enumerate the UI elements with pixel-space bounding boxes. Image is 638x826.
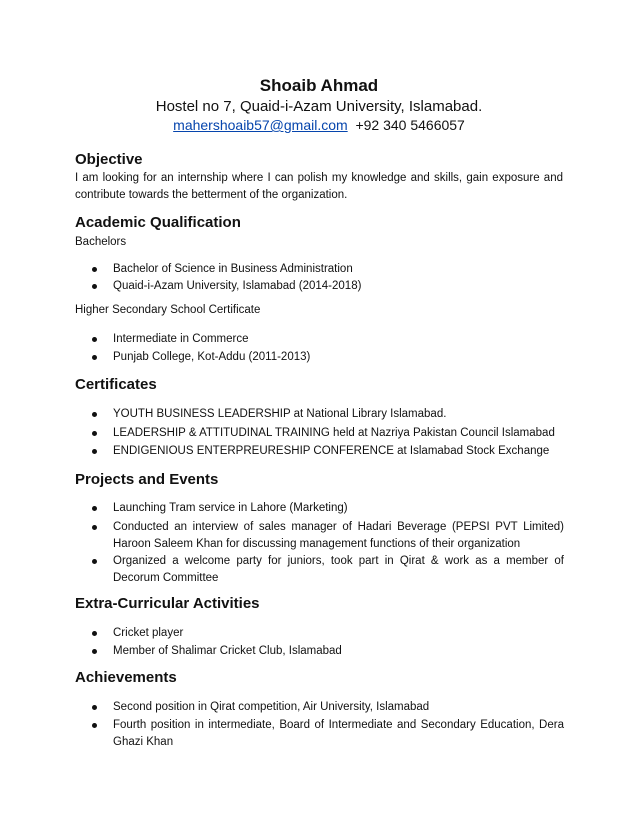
list-item: Member of Shalimar Cricket Club, Islamabad — [92, 643, 564, 660]
bachelors-label: Bachelors — [75, 236, 127, 248]
academic-heading: Academic Qualification — [75, 214, 241, 231]
list-item: Organized a welcome party for juniors, took part in Qirat & work as a member of Decorum Committee — [92, 553, 564, 587]
projects-heading: Projects and Events — [75, 471, 219, 488]
bullet-icon — [92, 631, 97, 636]
list-item: Intermediate in Commerce — [92, 331, 564, 348]
bullet-icon — [92, 337, 97, 342]
candidate-name: Shoaib Ahmad — [259, 76, 379, 95]
email-link[interactable]: mahershoaib57@gmail.com — [173, 117, 348, 133]
objective-text: I am looking for an internship where I can polish my knowledge and skills, gain exposure and contribute towards the betterment of the organization. — [75, 172, 563, 201]
list-item: LEADERSHIP & ATTITUDINAL TRAINING held at Nazriya Pakistan Council Islamabad — [92, 425, 564, 442]
bullet-icon — [92, 267, 97, 272]
bullet-icon — [92, 649, 97, 654]
achievements-heading: Achievements — [75, 669, 177, 686]
bullet-icon — [92, 412, 97, 417]
list-item: Fourth position in intermediate, Board of Intermediate and Secondary Education, Dera Ghazi Khan — [92, 717, 564, 751]
bullet-icon — [92, 431, 97, 436]
list-item: Quaid-i-Azam University, Islamabad (2014-2018) — [92, 278, 564, 295]
bullet-icon — [92, 449, 97, 454]
list-item: YOUTH BUSINESS LEADERSHIP at National Library Islamabad. — [92, 406, 564, 423]
list-item: Conducted an interview of sales manager of Hadari Beverage (PEPSI PVT Limited) Haroon Saleem Khan for discussing management functions of their organization — [92, 519, 564, 553]
list-item: Second position in Qirat competition, Air University, Islamabad — [92, 699, 564, 716]
list-item: ENDIGENIOUS ENTERPREURESHIP CONFERENCE at Islamabad Stock Exchange — [92, 443, 564, 460]
extracurricular-heading: Extra-Curricular Activities — [75, 595, 260, 612]
contact-line — [0, 117, 638, 133]
list-item: Punjab College, Kot-Addu (2011-2013) — [92, 349, 564, 366]
candidate-address: Hostel no 7, Quaid-i-Azam University, Islamabad. — [155, 98, 483, 115]
bullet-icon — [92, 705, 97, 710]
list-item: Cricket player — [92, 625, 564, 642]
phone-number: +92 340 5466057 — [355, 117, 465, 133]
list-item: Launching Tram service in Lahore (Marketing) — [92, 500, 564, 517]
bullet-icon — [92, 284, 97, 289]
bullet-icon — [92, 723, 97, 728]
bullet-icon — [92, 355, 97, 360]
objective-heading: Objective — [75, 151, 143, 168]
bullet-icon — [92, 559, 97, 564]
hssc-label: Higher Secondary School Certificate — [75, 304, 261, 316]
bullet-icon — [92, 506, 97, 511]
certificates-heading: Certificates — [75, 376, 157, 393]
list-item: Bachelor of Science in Business Administration — [92, 261, 564, 278]
bullet-icon — [92, 525, 97, 530]
